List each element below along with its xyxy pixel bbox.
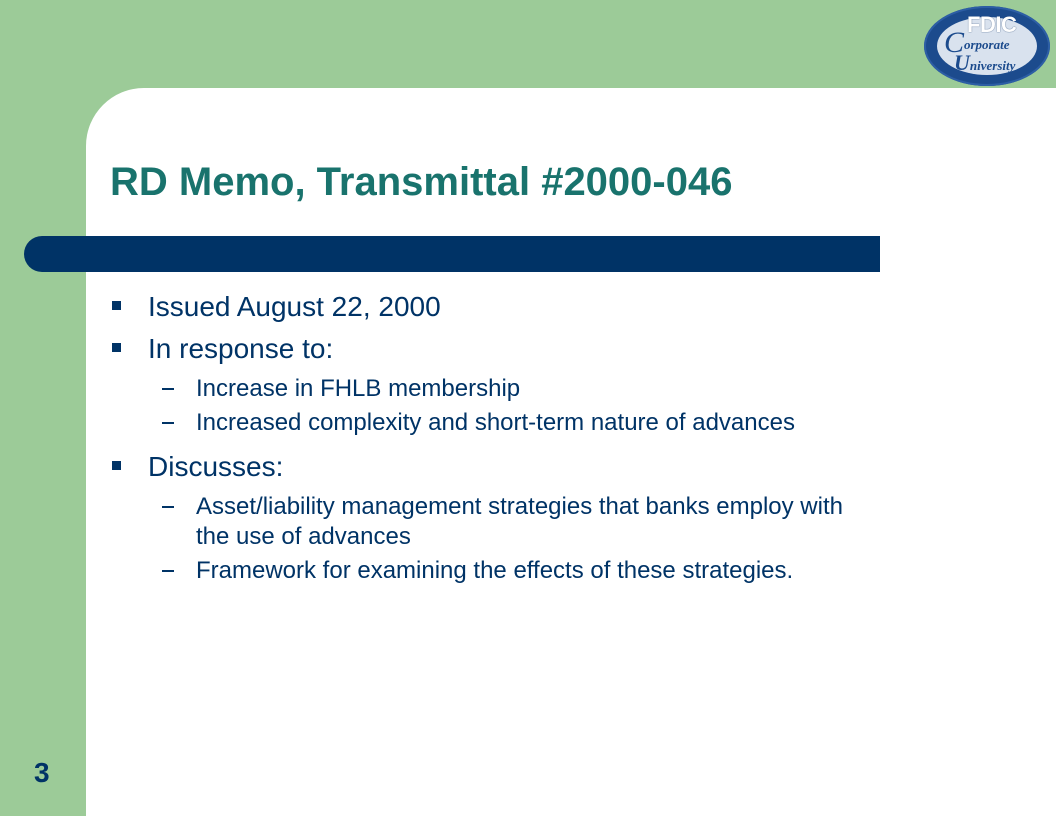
bullet-item <box>110 328 850 438</box>
slide-number: 3 <box>34 757 50 788</box>
logo-c-mark: C <box>944 26 965 59</box>
sub-bullet-item <box>148 556 850 586</box>
sub-bullet-text: Increase in FHLB membership <box>196 375 521 402</box>
sub-bullet-item <box>148 408 850 438</box>
sub-bullet-item <box>148 374 850 404</box>
dash-bullet-icon <box>162 388 174 390</box>
bullet-text: In response to: <box>148 333 334 364</box>
logo-u-mark: U <box>954 50 970 75</box>
bullet-list <box>110 286 850 590</box>
slide-title: RD Memo, Transmittal #2000-046 <box>110 160 733 204</box>
sub-bullet-item <box>148 492 850 552</box>
sub-bullet-text: Framework for examining the effects of these strategies. <box>196 557 794 584</box>
sub-bullet-text: Asset/liability management strategies that banks employ with the use of advances <box>196 493 843 550</box>
sub-bullet-text: Increased complexity and short-term nature of advances <box>196 409 795 436</box>
bullet-item <box>110 446 850 586</box>
title-divider-bar <box>24 236 880 272</box>
bullet-item <box>110 286 850 328</box>
logo-corporate-text: orporate <box>964 37 1010 52</box>
logo-university-word: niversity <box>969 58 1016 73</box>
logo-fdic-text: FDIC <box>967 12 1017 37</box>
square-bullet-icon <box>112 301 121 310</box>
square-bullet-icon <box>112 461 121 470</box>
bullet-text: Issued August 22, 2000 <box>148 291 441 322</box>
square-bullet-icon <box>112 343 121 352</box>
logo-university-text <box>954 52 1015 74</box>
dash-bullet-icon <box>162 570 174 572</box>
bullet-text: Discusses: <box>148 451 284 482</box>
dash-bullet-icon <box>162 506 174 508</box>
sub-bullet-list <box>148 492 850 586</box>
sub-bullet-list <box>148 374 850 438</box>
dash-bullet-icon <box>162 422 174 424</box>
